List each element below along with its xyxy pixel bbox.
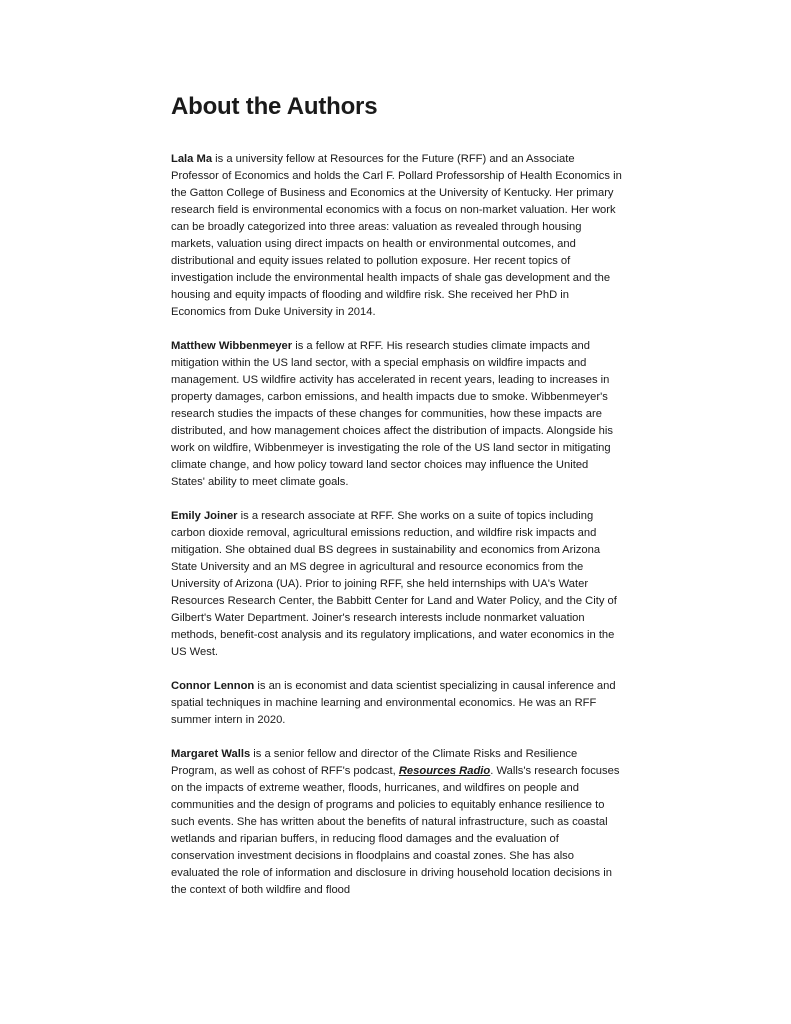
author-name: Margaret Walls bbox=[171, 748, 251, 760]
about-authors-section bbox=[171, 92, 623, 916]
author-bio-emily-joiner bbox=[171, 508, 623, 661]
author-bio-text: is a fellow at RFF. His research studies climate impacts and mitigation within the US land sector, with a special emphasis on wildfire impacts and management. US wildfire activity has accelerated in recent years, leading to increases in property damages, carbon emissions, and health impacts due to smoke. Wibbenmeyer's research studies the impacts of these changes for communities, how these impacts are distributed, and how management choices affect the distribution of impacts. Alongside his work on wildfire, Wibbenmeyer is investigating the role of the US land sector in mitigating climate change, and how policy toward land sector choices may influence the United States' ability to meet climate goals. bbox=[171, 340, 613, 488]
author-bio-text: . Walls's research focuses on the impacts of extreme weather, floods, hurricanes, and wildfires on people and communities and the design of programs and policies to equitably enhance resilience to such events. She has written about the benefits of natural infrastructure, such as coastal wetlands and riparian buffers, in reducing flood damages and the evaluation of conservation investment decisions in floodplains and coastal zones. She has also evaluated the role of information and disclosure in driving household location decisions in the context of both wildfire and flood bbox=[171, 765, 620, 896]
author-name: Emily Joiner bbox=[171, 510, 238, 522]
author-bio-matthew-wibbenmeyer bbox=[171, 338, 623, 491]
author-bio-text: is a university fellow at Resources for the Future (RFF) and an Associate Professor of Economics and holds the Carl F. Pollard Professorship of Health Economics in the Gatton College of Business and Economics at the University of Kentucky. Her primary research field is environmental economics with a focus on non-market valuation. Her work can be broadly categorized into three areas: valuation as revealed through housing markets, valuation using direct impacts on health or environmental outcomes, and distributional and equity issues related to pollution exposure. Her recent topics of investigation include the environmental health impacts of shale gas development and the housing and equity impacts of flooding and wildfire risk. She received her PhD in Economics from Duke University in 2014. bbox=[171, 153, 622, 318]
author-bio-connor-lennon bbox=[171, 678, 623, 729]
author-name: Lala Ma bbox=[171, 153, 213, 165]
podcast-link[interactable]: Resources Radio bbox=[398, 765, 491, 777]
author-bio-text: is a research associate at RFF. She works on a suite of topics including carbon dioxide removal, agricultural emissions reduction, and wildfire risk impacts and mitigation. She obtained dual BS degrees in sustainability and economics from Arizona State University and an MS degree in agricultural and resource economics from the University of Arizona (UA). Prior to joining RFF, she held internships with UA's Water Resources Research Center, the Babbitt Center for Land and Water Policy, and the City of Gilbert's Water Department. Joiner's research interests include nonmarket valuation methods, benefit-cost analysis and its regulatory implications, and water economics in the US West. bbox=[171, 510, 617, 658]
author-bio-margaret-walls bbox=[171, 746, 623, 899]
author-bio-lala-ma bbox=[171, 151, 623, 321]
page-title: About the Authors bbox=[171, 93, 378, 120]
author-name: Matthew Wibbenmeyer bbox=[171, 340, 293, 352]
author-bio-text: is an is economist and data scientist specializing in causal inference and spatial techniques in machine learning and environmental economics. He was an RFF summer intern in 2020. bbox=[171, 680, 616, 726]
author-name: Connor Lennon bbox=[171, 680, 255, 692]
author-bio-text: is a senior fellow and director of the Climate Risks and Resilience Program, as well as cohost of RFF's podcast, bbox=[171, 748, 578, 777]
